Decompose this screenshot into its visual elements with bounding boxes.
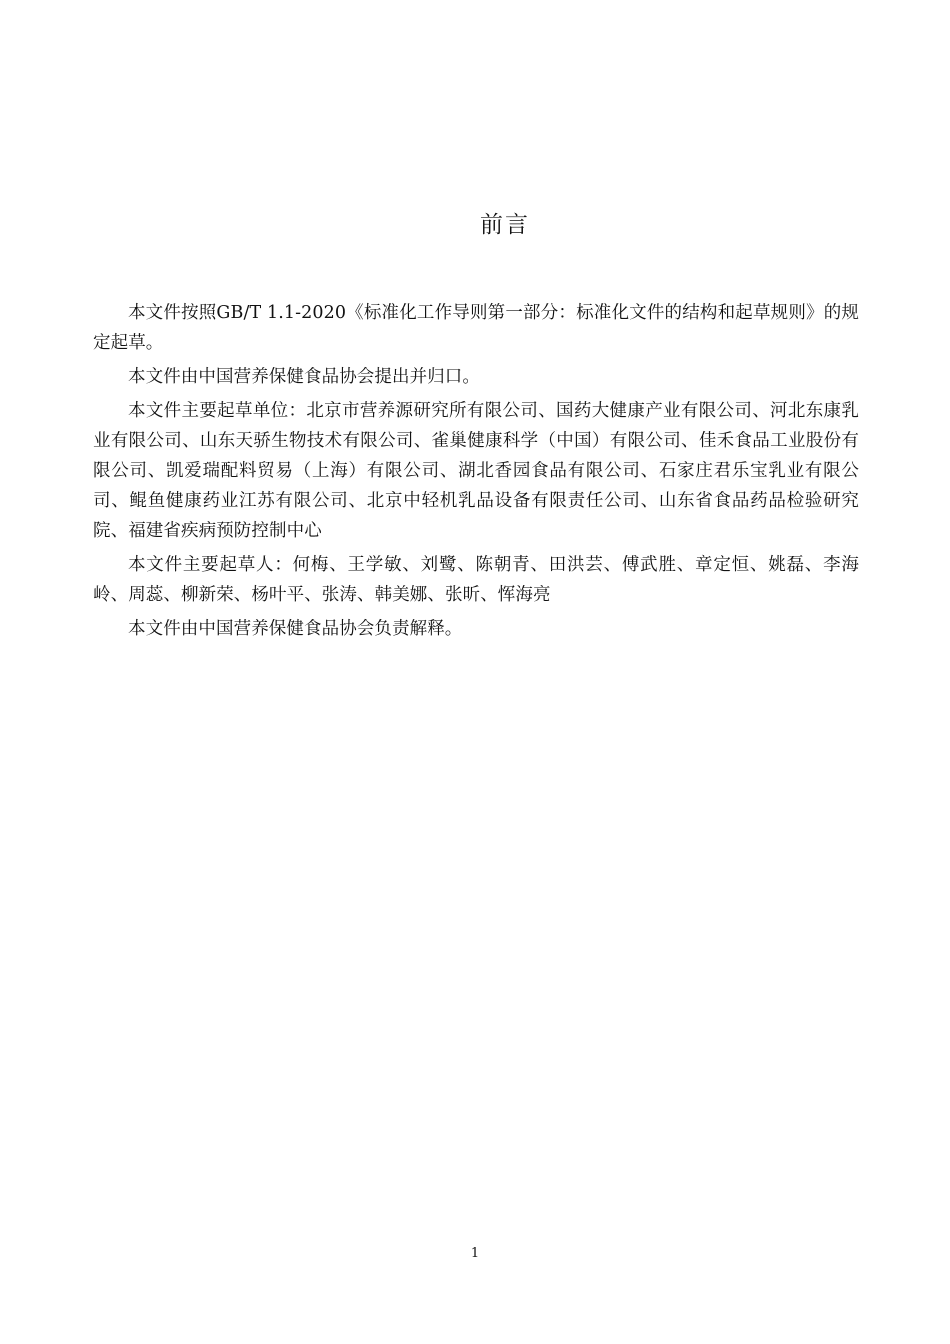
paragraph-drafting-units: 本文件主要起草单位：北京市营养源研究所有限公司、国药大健康产业有限公司、河北东康乳业有限公司、山东天骄生物技术有限公司、雀巢健康科学（中国）有限公司、佳禾食品工业股份有限公司、凯爱瑞配料贸易（上海）有限公司、湖北香园食品有限公司、石家庄君乐宝乳业有限公司、鲲鱼健康药业江苏有限公司、北京中轻机乳品设备有限责任公司、山东省食品药品检验研究院、福建省疾病预防控制中心 — [93, 401, 859, 541]
paragraph-drafting-basis: 本文件按照GB/T 1.1-2020《标准化工作导则第一部分：标准化文件的结构和起草规则》的规定起草。 — [93, 303, 859, 353]
paragraph-proposer: 本文件由中国营养保健食品协会提出并归口。 — [128, 367, 480, 387]
paragraph-drafters: 本文件主要起草人：何梅、王学敏、刘鹭、陈朝青、田洪芸、傅武胜、章定恒、姚磊、李海岭、周蕊、柳新荣、杨叶平、张涛、韩美娜、张昕、恽海亮 — [93, 555, 859, 605]
foreword-body — [93, 298, 859, 648]
paragraph-interpretation: 本文件由中国营养保健食品协会负责解释。 — [128, 619, 463, 639]
page-number: 1 — [470, 1246, 480, 1261]
page-title: 前言 — [480, 212, 530, 238]
